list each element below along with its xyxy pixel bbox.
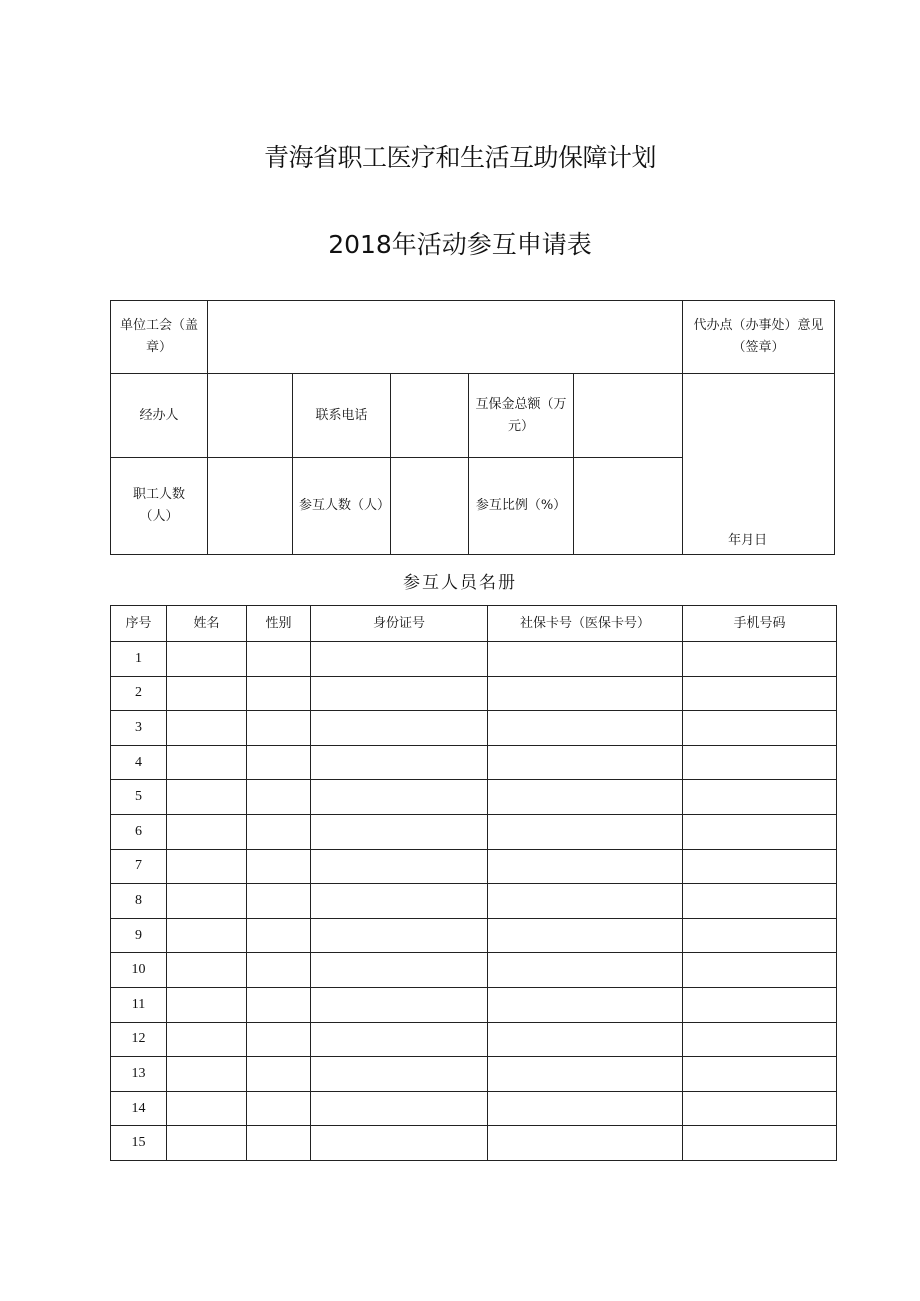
name-cell[interactable]: [167, 711, 247, 746]
id-number-cell[interactable]: [311, 918, 488, 953]
mobile-cell[interactable]: [683, 953, 837, 988]
agent-signature-date[interactable]: 年月日: [683, 374, 835, 555]
union-seal-label: 单位工会（盖章）: [111, 301, 208, 374]
name-cell[interactable]: [167, 1126, 247, 1161]
total-fund-field[interactable]: [574, 374, 683, 458]
table-row: [111, 884, 837, 919]
id-number-cell[interactable]: [311, 1126, 488, 1161]
table-row: [111, 1126, 837, 1161]
table-row: [111, 711, 837, 746]
gender-cell[interactable]: [247, 1022, 311, 1057]
social-card-cell[interactable]: [488, 953, 683, 988]
mobile-cell[interactable]: [683, 745, 837, 780]
table-row: [111, 814, 837, 849]
mobile-cell[interactable]: [683, 849, 837, 884]
header-social-card: 社保卡号（医保卡号）: [488, 606, 683, 642]
id-number-cell[interactable]: [311, 780, 488, 815]
gender-cell[interactable]: [247, 711, 311, 746]
mobile-cell[interactable]: [683, 814, 837, 849]
table-row: [111, 745, 837, 780]
gender-cell[interactable]: [247, 1091, 311, 1126]
row-number: 5: [111, 780, 167, 815]
gender-cell[interactable]: [247, 780, 311, 815]
row-number: 8: [111, 884, 167, 919]
id-number-cell[interactable]: [311, 1057, 488, 1092]
social-card-cell[interactable]: [488, 849, 683, 884]
ratio-label: 参互比例（%）: [469, 458, 574, 555]
gender-cell[interactable]: [247, 987, 311, 1022]
name-cell[interactable]: [167, 676, 247, 711]
id-number-cell[interactable]: [311, 953, 488, 988]
social-card-cell[interactable]: [488, 642, 683, 677]
mobile-cell[interactable]: [683, 676, 837, 711]
table-row: [111, 642, 837, 677]
handler-field[interactable]: [208, 374, 293, 458]
header-seq: 序号: [111, 606, 167, 642]
phone-field[interactable]: [391, 374, 469, 458]
row-number: 15: [111, 1126, 167, 1161]
id-number-cell[interactable]: [311, 745, 488, 780]
social-card-cell[interactable]: [488, 745, 683, 780]
social-card-cell[interactable]: [488, 884, 683, 919]
name-cell[interactable]: [167, 1057, 247, 1092]
mobile-cell[interactable]: [683, 1057, 837, 1092]
gender-cell[interactable]: [247, 642, 311, 677]
name-cell[interactable]: [167, 814, 247, 849]
row-number: 11: [111, 987, 167, 1022]
id-number-cell[interactable]: [311, 814, 488, 849]
row-number: 9: [111, 918, 167, 953]
mobile-cell[interactable]: [683, 1126, 837, 1161]
agent-opinion-label: 代办点（办事处）意见（签章）: [683, 301, 835, 374]
form-title-line2: 2018年活动参互申请表: [328, 230, 592, 259]
gender-cell[interactable]: [247, 1126, 311, 1161]
gender-cell[interactable]: [247, 918, 311, 953]
name-cell[interactable]: [167, 1091, 247, 1126]
gender-cell[interactable]: [247, 849, 311, 884]
row-number: 3: [111, 711, 167, 746]
row-number: 10: [111, 953, 167, 988]
social-card-cell[interactable]: [488, 987, 683, 1022]
gender-cell[interactable]: [247, 814, 311, 849]
phone-label: 联系电话: [293, 374, 391, 458]
staff-count-label: 职工人数（人）: [111, 458, 208, 555]
mobile-cell[interactable]: [683, 642, 837, 677]
social-card-cell[interactable]: [488, 676, 683, 711]
roster-header-row: [111, 606, 837, 642]
mobile-cell[interactable]: [683, 884, 837, 919]
gender-cell[interactable]: [247, 884, 311, 919]
form-title-line1: 青海省职工医疗和生活互助保障计划: [263, 143, 656, 172]
ratio-field[interactable]: [574, 458, 683, 555]
mobile-cell[interactable]: [683, 1091, 837, 1126]
mobile-cell[interactable]: [683, 780, 837, 815]
id-number-cell[interactable]: [311, 987, 488, 1022]
id-number-cell[interactable]: [311, 711, 488, 746]
row-number: 14: [111, 1091, 167, 1126]
table-row: [111, 676, 837, 711]
mobile-cell[interactable]: [683, 711, 837, 746]
name-cell[interactable]: [167, 745, 247, 780]
row-number: 12: [111, 1022, 167, 1057]
social-card-cell[interactable]: [488, 918, 683, 953]
name-cell[interactable]: [167, 780, 247, 815]
name-cell[interactable]: [167, 1022, 247, 1057]
table-row: [111, 1022, 837, 1057]
participant-count-label: 参互人数（人）: [293, 458, 391, 555]
id-number-cell[interactable]: [311, 642, 488, 677]
roster-title: 参互人员名册: [403, 573, 517, 593]
header-gender: 性别: [247, 606, 311, 642]
social-card-cell[interactable]: [488, 1022, 683, 1057]
row-number: 1: [111, 642, 167, 677]
id-number-cell[interactable]: [311, 849, 488, 884]
header-name: 姓名: [167, 606, 247, 642]
name-cell[interactable]: [167, 987, 247, 1022]
id-number-cell[interactable]: [311, 884, 488, 919]
row-number: 2: [111, 676, 167, 711]
name-cell[interactable]: [167, 918, 247, 953]
row-number: 7: [111, 849, 167, 884]
gender-cell[interactable]: [247, 1057, 311, 1092]
total-fund-label: 互保金总额（万元）: [469, 374, 574, 458]
gender-cell[interactable]: [247, 676, 311, 711]
mobile-cell[interactable]: [683, 918, 837, 953]
social-card-cell[interactable]: [488, 1091, 683, 1126]
row-number: 6: [111, 814, 167, 849]
participant-count-field[interactable]: [391, 458, 469, 555]
staff-count-field[interactable]: [208, 458, 293, 555]
id-number-cell[interactable]: [311, 1091, 488, 1126]
id-number-cell[interactable]: [311, 1022, 488, 1057]
row-number: 4: [111, 745, 167, 780]
name-cell[interactable]: [167, 849, 247, 884]
social-card-cell[interactable]: [488, 711, 683, 746]
row-number: 13: [111, 1057, 167, 1092]
table-row: [111, 849, 837, 884]
social-card-cell[interactable]: [488, 780, 683, 815]
gender-cell[interactable]: [247, 745, 311, 780]
mobile-cell[interactable]: [683, 987, 837, 1022]
name-cell[interactable]: [167, 642, 247, 677]
social-card-cell[interactable]: [488, 1126, 683, 1161]
header-id-number: 身份证号: [311, 606, 488, 642]
table-row: [111, 987, 837, 1022]
name-cell[interactable]: [167, 953, 247, 988]
name-cell[interactable]: [167, 884, 247, 919]
gender-cell[interactable]: [247, 953, 311, 988]
social-card-cell[interactable]: [488, 814, 683, 849]
mobile-cell[interactable]: [683, 1022, 837, 1057]
table-row: [111, 918, 837, 953]
table-row: [111, 953, 837, 988]
handler-label: 经办人: [111, 374, 208, 458]
social-card-cell[interactable]: [488, 1057, 683, 1092]
table-row: [111, 1091, 837, 1126]
id-number-cell[interactable]: [311, 676, 488, 711]
roster-table: [110, 605, 837, 1161]
table-row: [111, 1057, 837, 1092]
application-info-table: [110, 300, 835, 555]
header-mobile: 手机号码: [683, 606, 837, 642]
union-seal-field[interactable]: [208, 301, 683, 374]
table-row: [111, 780, 837, 815]
